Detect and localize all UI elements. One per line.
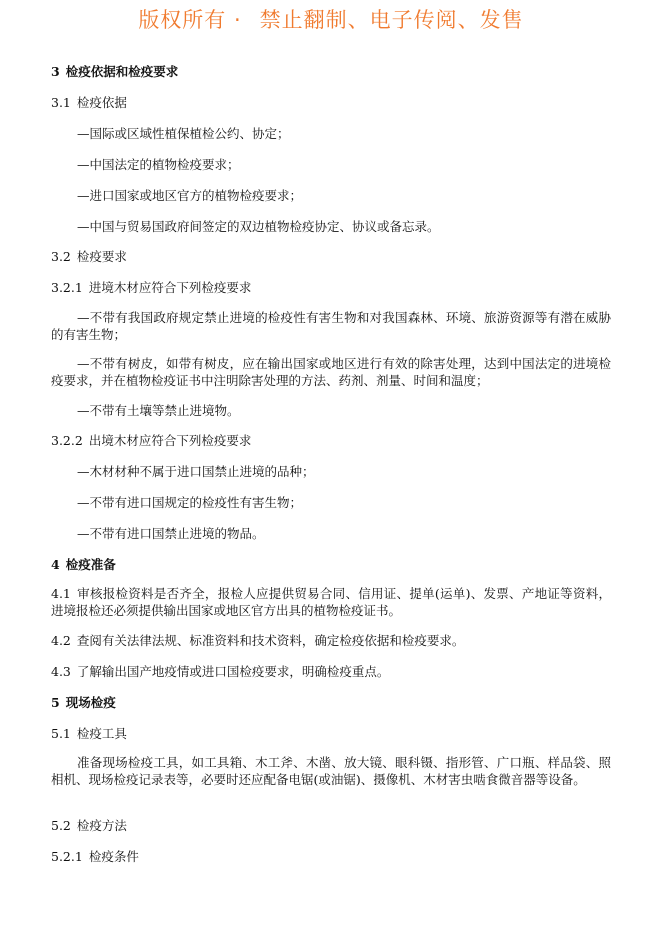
list-item: —不带有进口国规定的检疫性有害生物； xyxy=(77,495,303,510)
watermark-part2: 禁止翻制、电子传阅、发售 xyxy=(259,8,524,32)
section-4-1-paragraph: 4.1 审核报检资料是否齐全，报检人应提供贸易合同、信用证、提单(运单)、发票、产地证等资料，进境报检还必须提供输出国家或地区官方出具的植物检疫证书。 xyxy=(51,586,611,618)
list-item: —进口国家或地区官方的植物检疫要求； xyxy=(77,188,303,203)
list-item: —中国与贸易国政府间签定的双边植物检疫协定、协议或备忘录。 xyxy=(77,219,440,234)
list-item: —中国法定的植物检疫要求； xyxy=(77,157,240,172)
section-4-3-paragraph: 4.3 了解输出国产地疫情或进口国检疫要求，明确检疫重点。 xyxy=(51,664,390,679)
list-item: —不带有进口国禁止进境的物品。 xyxy=(77,526,265,541)
section-5-1-paragraph: 准备现场检疫工具，如工具箱、木工斧、木凿、放大镜、眼科镊、指形管、广口瓶、样品袋、照相机、现场检疫记录表等，必要时还应配备电锯(或油锯)、摄像机、木材害虫啮食微音器等设备。 xyxy=(51,755,611,787)
section-4-2-paragraph: 4.2 查阅有关法律法规、标准资料和技术资料，确定检疫依据和检疫要求。 xyxy=(51,633,465,648)
watermark-part1: 版权所有 · xyxy=(138,8,242,32)
section-5-heading: 5 现场检疫 xyxy=(51,695,116,710)
list-item: —不带有我国政府规定禁止进境的检疫性有害生物和对我国森林、环境、旅游资源等有潜在威胁的有害生物； xyxy=(51,310,611,342)
section-4-heading: 4 检疫准备 xyxy=(51,557,116,572)
list-item: —木材材种不属于进口国禁止进境的品种； xyxy=(77,464,315,479)
section-5-2-heading: 5.2 检疫方法 xyxy=(51,818,127,833)
section-5-1-heading: 5.1 检疫工具 xyxy=(51,726,127,741)
list-item: —不带有树皮，如带有树皮，应在输出国家或地区进行有效的除害处理，达到中国法定的进境检疫要求，并在植物检疫证书中注明除害处理的方法、药剂、剂量、时间和温度； xyxy=(51,356,611,388)
section-3-2-1-heading: 3.2.1 进境木材应符合下列检疫要求 xyxy=(51,280,252,295)
list-item: —不带有土壤等禁止进境物。 xyxy=(77,403,240,418)
list-item: —国际或区域性植保植检公约、协定； xyxy=(77,126,290,141)
section-3-1-heading: 3.1 检疫依据 xyxy=(51,95,127,110)
copyright-watermark xyxy=(0,4,662,34)
section-3-2-2-heading: 3.2.2 出境木材应符合下列检疫要求 xyxy=(51,433,252,448)
section-3-2-heading: 3.2 检疫要求 xyxy=(51,249,127,264)
section-3-heading: 3 检疫依据和检疫要求 xyxy=(51,64,179,79)
section-5-2-1-heading: 5.2.1 检疫条件 xyxy=(51,849,139,864)
